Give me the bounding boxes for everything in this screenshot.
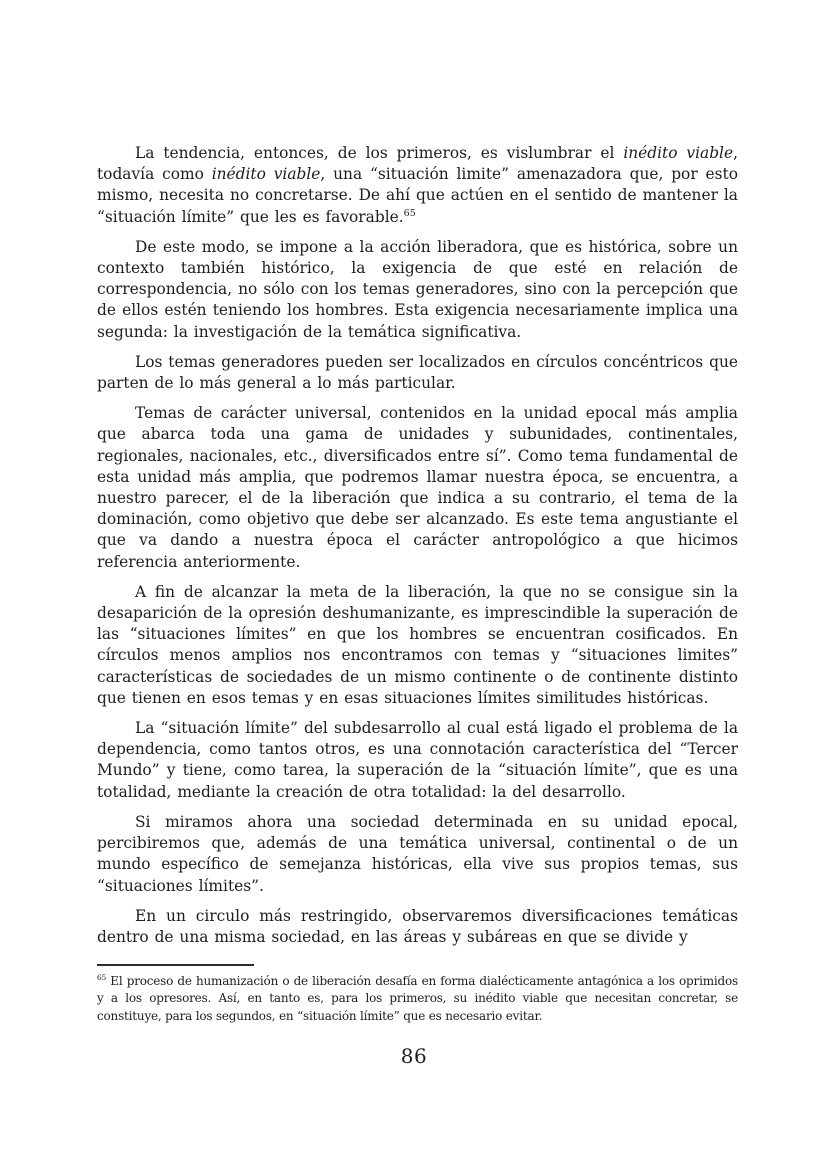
- paragraph: [97, 352, 738, 394]
- text-run: Temas de carácter universal, contenidos en la unidad epocal más amplia que abarca toda una gama de unidades y subunidades, continentales, regionales, nacionales, etc., diversificados entre sí”. Como tema fundamental de esta unidad más amplia, que podremos llamar nuestra época, se encuentra, a nuestro parecer, el de la liberación que indica a su contrario, el tema de la dominación, como objetivo que debe ser alcanzado. Es este tema angustiante el que va dando a nuestra época el carácter antropológico a que hicimos referencia anteriormente.: [97, 404, 738, 571]
- page-number: 86: [400, 1044, 428, 1068]
- paragraph: [97, 582, 738, 709]
- text-run: , una “situación limite” amenazadora que, por esto mismo, necesita no concretarse. De ahí que actúen en el sentido de mantener la “situación límite” que les es favorable.: [97, 165, 738, 226]
- text-run: La tendencia, entonces, de los primeros, es vislumbrar el: [135, 144, 624, 162]
- paragraph: [97, 403, 738, 573]
- text-run: Los temas generadores pueden ser localizados en círculos concéntricos que parten de lo más general a lo más particular.: [97, 352, 738, 393]
- text-run: De este modo, se impone a la acción liberadora, que es histórica, sobre un contexto también histórico, la exigencia de que esté en relación de correspondencia, no sólo con los temas generadores, sino con la percepción que de ellos estén teniendo los hombres. Esta exigencia necesariamente implica una segunda: la investigación de la temática significativa.: [97, 237, 738, 341]
- footnote-reference: 65: [97, 973, 107, 982]
- footnote-text: [97, 973, 738, 1025]
- footnote-block: [97, 964, 738, 1025]
- paragraph: [97, 237, 738, 343]
- text-run: , todavía como: [97, 144, 738, 184]
- italic-text: inédito viable: [211, 165, 321, 184]
- footnote-reference: 65: [403, 207, 416, 219]
- text-run: A fin de alcanzar la meta de la liberación, la que no se consigue sin la desaparición de la opresión deshumanizante, es imprescindible la superación de las “situaciones límites” en que los hombres se encuentran cosificados. En círculos menos amplios nos encontramos con temas y “situaciones limites” características de sociedades de un mismo continente o de continente distinto que tienen en esos temas y en esas situaciones límites similitudes históricas.: [97, 582, 738, 707]
- paragraph: [97, 718, 738, 803]
- text-run: La “situación límite” del subdesarrollo al cual está ligado el problema de la dependencia, como tantos otros, es una connotación característica del “Tercer Mundo” y tiene, como tarea, la superación de la “situación límite”, que es una totalidad, mediante la creación de otra totalidad: la del desarrollo.: [97, 719, 738, 801]
- text-run: El proceso de humanización o de liberación desafía en forma dialécticamente antagónica a los oprimidos y a los opresores. Así, en tanto es, para los primeros, su inédito viable que necesitan concretar, se constituye, para los segundos, en “situación límite” que es necesario evitar.: [97, 974, 738, 1023]
- paragraph: [97, 143, 738, 228]
- text-run: En un circulo más restringido, observaremos diversificaciones temáticas dentro de una misma sociedad, en las áreas y subáreas en que se divide y: [97, 906, 738, 946]
- body-paragraphs: [97, 143, 738, 948]
- text-run: Si miramos ahora una sociedad determinada en su unidad epocal, percibiremos que, además de una temática universal, continental o de un mundo específico de semejanza históricas, ella vive sus propios temas, sus “situaciones límites”.: [97, 812, 738, 895]
- paragraph: [97, 812, 738, 897]
- footnote-separator-rule: [97, 964, 254, 966]
- paragraph: [97, 906, 738, 948]
- italic-text: inédito viable: [623, 144, 734, 162]
